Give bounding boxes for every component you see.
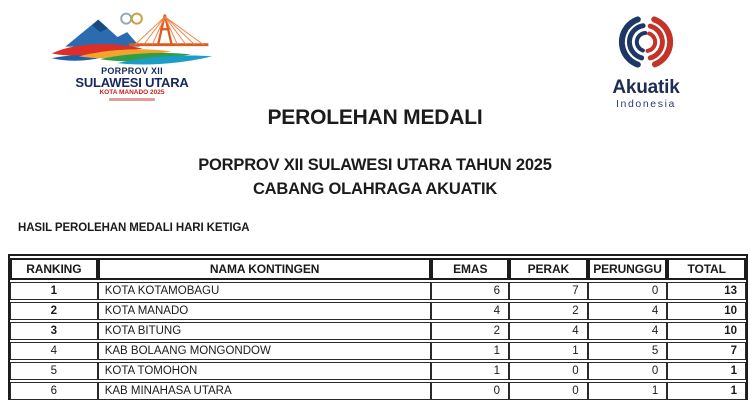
ranking-cell: 6 xyxy=(10,382,98,400)
section-label: HASIL PEROLEHAN MEDALI HARI KETIGA xyxy=(18,222,250,234)
kontingen-cell: KOTA BITUNG xyxy=(98,322,432,340)
total-cell: 10 xyxy=(667,302,746,320)
porprov-logo-line1: PORPROV XII xyxy=(101,66,163,76)
porprov-logo-line2: SULAWESI UTARA xyxy=(75,75,189,90)
emas-cell: 1 xyxy=(431,362,509,380)
table-row xyxy=(10,362,746,380)
table-row xyxy=(10,322,746,340)
perak-cell: 4 xyxy=(509,322,588,340)
col-header-emas: EMAS xyxy=(431,258,509,280)
medal-table-frame xyxy=(8,254,748,400)
table-header-row xyxy=(10,258,746,280)
emas-cell: 1 xyxy=(431,342,509,360)
total-cell: 13 xyxy=(667,282,746,300)
ranking-cell: 2 xyxy=(10,302,98,320)
page-title: PEROLEHAN MEDALI xyxy=(267,106,483,129)
col-header-perunggu: PERUNGGU xyxy=(588,258,668,280)
emas-cell: 2 xyxy=(431,322,509,340)
perunggu-cell: 1 xyxy=(588,382,668,400)
col-header-kontingen: NAMA KONTINGEN xyxy=(98,258,432,280)
table-row xyxy=(10,302,746,320)
akuatik-logo xyxy=(594,12,698,110)
perak-cell: 7 xyxy=(509,282,588,300)
emas-cell: 6 xyxy=(431,282,509,300)
perunggu-cell: 4 xyxy=(588,302,668,320)
emas-cell: 0 xyxy=(431,382,509,400)
perak-cell: 0 xyxy=(509,382,588,400)
col-header-ranking: RANKING xyxy=(10,258,98,280)
ranking-cell: 5 xyxy=(10,362,98,380)
table-row xyxy=(10,342,746,360)
total-cell: 1 xyxy=(667,382,746,400)
akuatik-logo-name: Akuatik xyxy=(612,77,680,98)
ranking-cell: 3 xyxy=(10,322,98,340)
page-subtitle-event: PORPROV XII SULAWESI UTARA TAHUN 2025 xyxy=(198,156,552,174)
porprov-logo xyxy=(44,8,220,101)
page-subtitle-branch: CABANG OLAHRAGA AKUATIK xyxy=(252,180,498,198)
col-header-perak: PERAK xyxy=(509,258,588,280)
total-cell: 7 xyxy=(667,342,746,360)
table-row xyxy=(10,282,746,300)
table-row xyxy=(10,382,746,400)
perunggu-cell: 0 xyxy=(588,362,668,380)
col-header-total: TOTAL xyxy=(667,258,746,280)
kontingen-cell: KAB MINAHASA UTARA xyxy=(98,382,432,400)
perunggu-cell: 4 xyxy=(588,322,668,340)
kontingen-cell: KOTA MANADO xyxy=(98,302,432,320)
emas-cell: 4 xyxy=(431,302,509,320)
porprov-logo-icon xyxy=(48,8,216,66)
kontingen-cell: KOTA KOTAMOBAGU xyxy=(98,282,432,300)
total-cell: 10 xyxy=(667,322,746,340)
perak-cell: 0 xyxy=(509,362,588,380)
perunggu-cell: 5 xyxy=(588,342,668,360)
ranking-cell: 1 xyxy=(10,282,98,300)
kontingen-cell: KAB BOLAANG MONGONDOW xyxy=(98,342,432,360)
perak-cell: 1 xyxy=(509,342,588,360)
porprov-logo-dates-line xyxy=(109,98,155,101)
porprov-logo-line3: KOTA MANADO 2025 xyxy=(99,89,165,96)
kontingen-cell: KOTA TOMOHON xyxy=(98,362,432,380)
perunggu-cell: 0 xyxy=(588,282,668,300)
akuatik-logo-country: Indonesia xyxy=(616,98,676,110)
medal-table xyxy=(10,256,746,400)
ranking-cell: 4 xyxy=(10,342,98,360)
akuatik-logo-icon xyxy=(616,12,676,72)
perak-cell: 2 xyxy=(509,302,588,320)
total-cell: 1 xyxy=(667,362,746,380)
